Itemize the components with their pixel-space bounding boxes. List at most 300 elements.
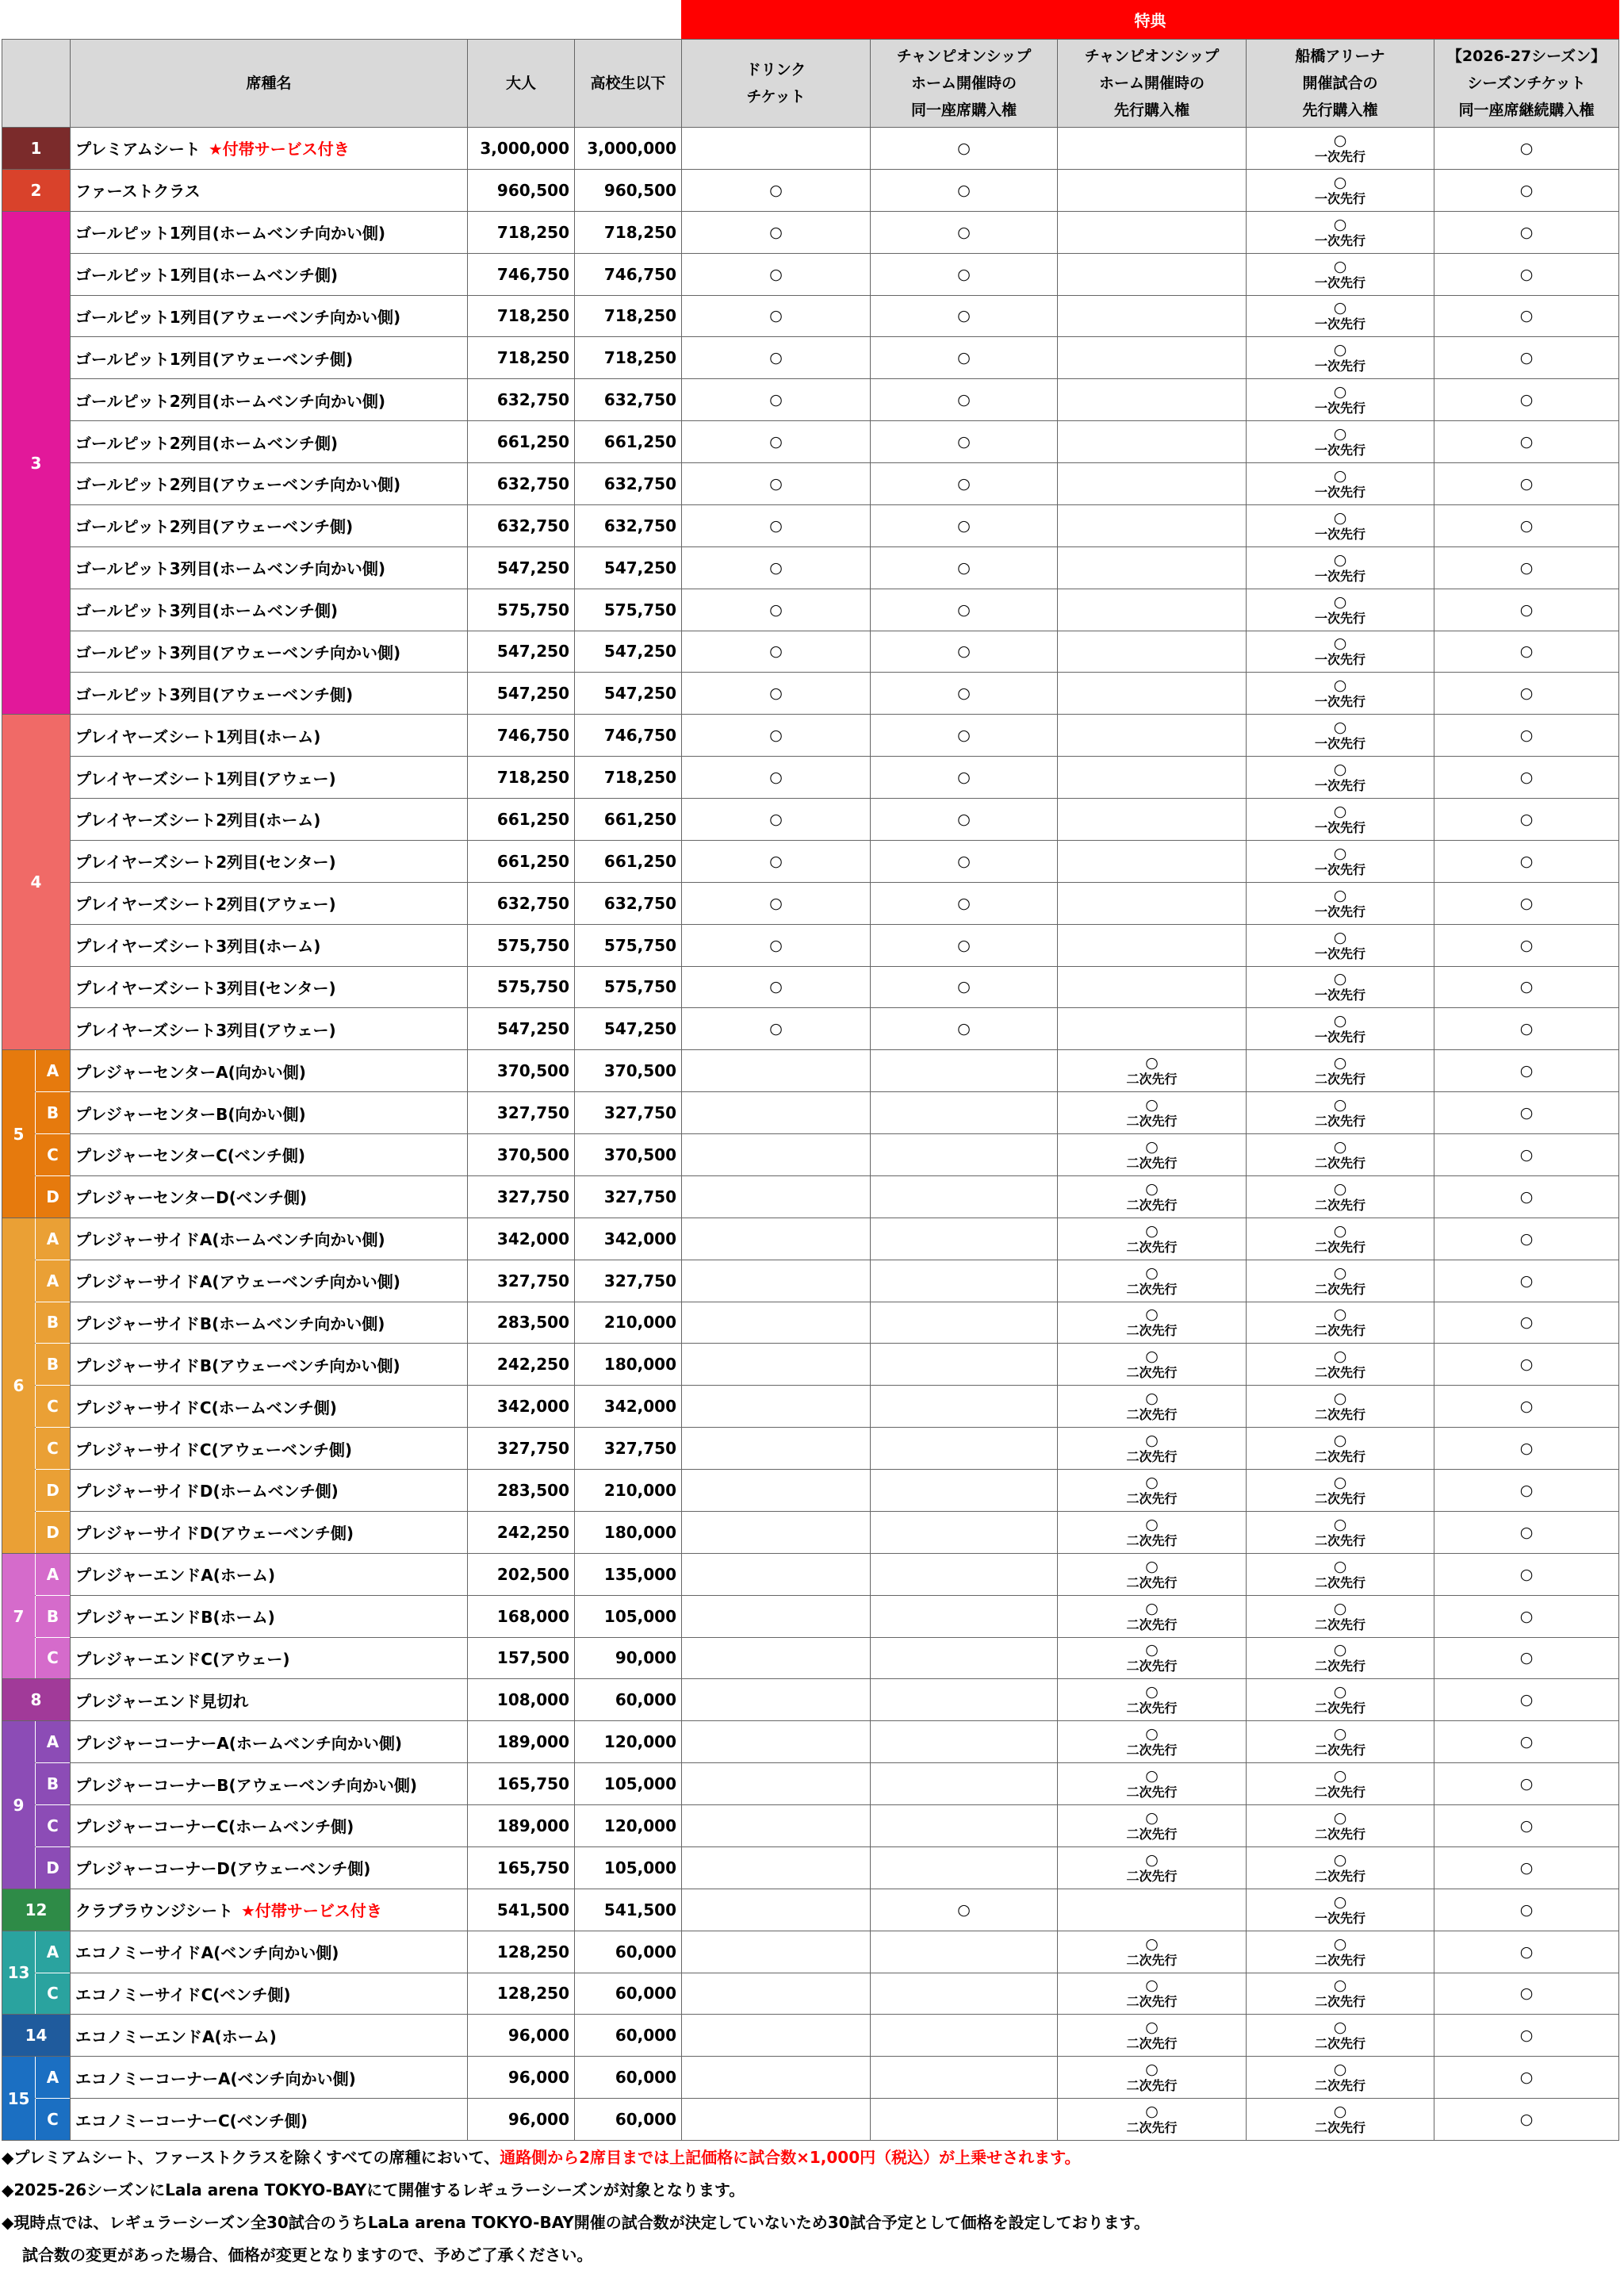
next-season-renewal-cell bbox=[1434, 1470, 1618, 1511]
funabashi-advance-cell bbox=[1247, 1512, 1434, 1553]
priority-note: 二次先行 bbox=[1314, 1659, 1365, 1674]
seat-name: プレイヤーズシート3列目(センター) bbox=[75, 978, 336, 998]
championship-advance-cell bbox=[1058, 925, 1246, 966]
championship-same-seat-cell bbox=[871, 254, 1057, 295]
circle-mark: ○ bbox=[1145, 1935, 1159, 1953]
circle-mark: ○ bbox=[1145, 1221, 1159, 1240]
price-youth: 718,250 bbox=[575, 212, 681, 253]
next-season-renewal-cell bbox=[1434, 337, 1618, 378]
drink-ticket-cell bbox=[682, 673, 870, 714]
championship-same-seat-cell bbox=[871, 2099, 1057, 2140]
championship-advance-cell bbox=[1058, 337, 1246, 378]
funabashi-advance-cell bbox=[1247, 1218, 1434, 1260]
circle-mark: ○ bbox=[1333, 1935, 1347, 1953]
priority-note: 二次先行 bbox=[1126, 1616, 1178, 1632]
championship-same-seat-cell bbox=[871, 1344, 1057, 1385]
circle-mark: ○ bbox=[769, 642, 783, 661]
circle-mark: ○ bbox=[1333, 341, 1347, 359]
championship-same-seat-cell bbox=[871, 1763, 1057, 1804]
price-youth: 60,000 bbox=[575, 2099, 681, 2140]
seat-name: ゴールピット1列目(アウェーベンチ向かい側) bbox=[75, 307, 401, 327]
priority-note: 一次先行 bbox=[1314, 652, 1365, 668]
circle-mark: ○ bbox=[1333, 719, 1347, 737]
priority-note: 二次先行 bbox=[1314, 2036, 1365, 2052]
circle-mark: ○ bbox=[769, 894, 783, 912]
footnote-highlight: 通路側から2席目までは上記価格に試合数×1,000円（税込）が上乗せされます。 bbox=[500, 2148, 1081, 2167]
funabashi-advance-cell bbox=[1247, 463, 1434, 504]
drink-ticket-cell bbox=[682, 547, 870, 589]
seat-letter: A bbox=[36, 1050, 70, 1091]
championship-same-seat-cell bbox=[871, 1386, 1057, 1427]
drink-ticket-cell bbox=[682, 254, 870, 295]
championship-advance-cell bbox=[1058, 1428, 1246, 1469]
circle-mark: ○ bbox=[769, 852, 783, 870]
seat-name-cell bbox=[71, 128, 467, 169]
price-adult: 242,250 bbox=[468, 1344, 574, 1385]
price-adult: 96,000 bbox=[468, 2015, 574, 2056]
price-youth: 370,500 bbox=[575, 1134, 681, 1175]
seat-name-cell bbox=[71, 1092, 467, 1133]
price-adult: 168,000 bbox=[468, 1596, 574, 1637]
championship-same-seat-cell bbox=[871, 1889, 1057, 1931]
seat-name: エコノミーコーナーC(ベンチ側) bbox=[75, 2111, 308, 2130]
priority-note: 二次先行 bbox=[1314, 1155, 1365, 1171]
price-youth: 105,000 bbox=[575, 1596, 681, 1637]
seat-group-number: 4 bbox=[2, 715, 70, 1049]
seat-letter: C bbox=[36, 2099, 70, 2140]
seat-letter: C bbox=[36, 1386, 70, 1427]
price-youth: 60,000 bbox=[575, 1931, 681, 1973]
championship-advance-cell bbox=[1058, 421, 1246, 462]
championship-same-seat-cell bbox=[871, 1805, 1057, 1846]
circle-mark: ○ bbox=[1519, 265, 1534, 283]
price-youth: 120,000 bbox=[575, 1805, 681, 1846]
drink-ticket-cell bbox=[682, 1218, 870, 1260]
price-youth: 327,750 bbox=[575, 1176, 681, 1218]
circle-mark: ○ bbox=[1333, 257, 1347, 275]
circle-mark: ○ bbox=[1333, 466, 1347, 485]
priority-note: 二次先行 bbox=[1126, 1785, 1178, 1800]
circle-mark: ○ bbox=[1145, 1557, 1159, 1575]
seat-name: ゴールピット1列目(ホームベンチ向かい側) bbox=[75, 224, 385, 244]
funabashi-advance-cell bbox=[1247, 967, 1434, 1008]
championship-advance-cell bbox=[1058, 1721, 1246, 1762]
championship-same-seat-cell bbox=[871, 1428, 1057, 1469]
price-youth: 180,000 bbox=[575, 1512, 681, 1553]
seat-name: プレジャーセンターB(向かい側) bbox=[75, 1104, 306, 1124]
priority-note: 二次先行 bbox=[1314, 1616, 1365, 1632]
footnote-text: ◆プレミアムシート、ファーストクラスを除くすべての席種において、 bbox=[2, 2148, 500, 2167]
funabashi-advance-cell bbox=[1247, 1931, 1434, 1973]
funabashi-advance-cell bbox=[1247, 212, 1434, 253]
drink-ticket-cell bbox=[682, 1721, 870, 1762]
funabashi-advance-cell bbox=[1247, 1470, 1434, 1511]
header-number bbox=[2, 40, 70, 127]
seat-name: プレジャーサイドD(アウェーベンチ側) bbox=[75, 1524, 354, 1543]
seat-name: エコノミーエンドA(ホーム) bbox=[75, 2027, 277, 2046]
circle-mark: ○ bbox=[957, 307, 971, 325]
priority-note: 一次先行 bbox=[1314, 316, 1365, 332]
drink-ticket-cell bbox=[682, 1554, 870, 1595]
drink-ticket-cell bbox=[682, 170, 870, 211]
funabashi-advance-cell bbox=[1247, 1176, 1434, 1218]
price-youth: 661,250 bbox=[575, 841, 681, 882]
header-adult: 大人 bbox=[468, 40, 574, 127]
price-adult: 165,750 bbox=[468, 1763, 574, 1804]
circle-mark: ○ bbox=[769, 727, 783, 745]
circle-mark: ○ bbox=[769, 978, 783, 996]
seat-name: プレジャーエンドB(ホーム) bbox=[75, 1608, 275, 1628]
circle-mark: ○ bbox=[1519, 2027, 1534, 2045]
price-youth: 342,000 bbox=[575, 1386, 681, 1427]
circle-mark: ○ bbox=[769, 433, 783, 451]
circle-mark: ○ bbox=[769, 391, 783, 409]
seat-letter: C bbox=[36, 1638, 70, 1679]
circle-mark: ○ bbox=[1145, 2019, 1159, 2037]
funabashi-advance-cell bbox=[1247, 1302, 1434, 1344]
circle-mark: ○ bbox=[1333, 1348, 1347, 1366]
drink-ticket-cell bbox=[682, 1428, 870, 1469]
price-youth: 105,000 bbox=[575, 1763, 681, 1804]
circle-mark: ○ bbox=[1333, 886, 1347, 904]
championship-same-seat-cell bbox=[871, 1218, 1057, 1260]
circle-mark: ○ bbox=[1333, 592, 1347, 611]
drink-ticket-cell bbox=[682, 1805, 870, 1846]
funabashi-advance-cell bbox=[1247, 673, 1434, 714]
circle-mark: ○ bbox=[1519, 642, 1534, 661]
priority-note: 一次先行 bbox=[1314, 861, 1365, 877]
seat-letter: D bbox=[36, 1176, 70, 1218]
circle-mark: ○ bbox=[1333, 131, 1347, 149]
drink-ticket-cell bbox=[682, 1260, 870, 1302]
seat-group-number: 6 bbox=[2, 1218, 35, 1553]
seat-name-cell bbox=[71, 715, 467, 756]
priority-note: 二次先行 bbox=[1126, 1114, 1178, 1129]
seat-name: プレジャーコーナーD(アウェーベンチ側) bbox=[75, 1859, 371, 1879]
championship-same-seat-cell bbox=[871, 1008, 1057, 1049]
circle-mark: ○ bbox=[957, 769, 971, 787]
price-adult: 632,750 bbox=[468, 463, 574, 504]
drink-ticket-cell bbox=[682, 631, 870, 673]
funabashi-advance-cell bbox=[1247, 1805, 1434, 1846]
price-youth: 60,000 bbox=[575, 1973, 681, 2015]
drink-ticket-cell bbox=[682, 379, 870, 420]
seat-name-cell bbox=[71, 1554, 467, 1595]
priority-note: 一次先行 bbox=[1314, 401, 1365, 416]
championship-advance-cell bbox=[1058, 2057, 1246, 2098]
circle-mark: ○ bbox=[1145, 2103, 1159, 2121]
circle-mark: ○ bbox=[1519, 474, 1534, 493]
seat-name-cell bbox=[71, 1050, 467, 1091]
priority-note: 二次先行 bbox=[1314, 1072, 1365, 1087]
circle-mark: ○ bbox=[957, 181, 971, 199]
circle-mark: ○ bbox=[1519, 1900, 1534, 1919]
price-youth: 661,250 bbox=[575, 799, 681, 840]
seat-name-cell bbox=[71, 337, 467, 378]
circle-mark: ○ bbox=[1519, 516, 1534, 535]
circle-mark: ○ bbox=[1519, 1398, 1534, 1416]
seat-name-cell bbox=[71, 1302, 467, 1344]
priority-note: 二次先行 bbox=[1126, 2120, 1178, 2136]
championship-advance-cell bbox=[1058, 967, 1246, 1008]
seat-group-number: 15 bbox=[2, 2057, 35, 2140]
circle-mark: ○ bbox=[1333, 1808, 1347, 1827]
seat-name: ゴールピット3列目(ホームベンチ向かい側) bbox=[75, 559, 385, 579]
drink-ticket-cell bbox=[682, 967, 870, 1008]
seat-name: エコノミーサイドC(ベンチ側) bbox=[75, 1984, 291, 2004]
championship-same-seat-cell bbox=[871, 421, 1057, 462]
seat-group-number: 9 bbox=[2, 1721, 35, 1889]
next-season-renewal-cell bbox=[1434, 1512, 1618, 1553]
circle-mark: ○ bbox=[1519, 852, 1534, 870]
price-youth: 90,000 bbox=[575, 1638, 681, 1679]
priority-note: 二次先行 bbox=[1314, 1323, 1365, 1339]
seat-name-cell bbox=[71, 1134, 467, 1175]
price-youth: 541,500 bbox=[575, 1889, 681, 1931]
seat-name-cell bbox=[71, 379, 467, 420]
circle-mark: ○ bbox=[1519, 1062, 1534, 1080]
championship-advance-cell bbox=[1058, 1679, 1246, 1720]
circle-mark: ○ bbox=[1145, 1767, 1159, 1785]
championship-advance-cell bbox=[1058, 715, 1246, 756]
funabashi-advance-cell bbox=[1247, 128, 1434, 169]
circle-mark: ○ bbox=[1333, 1683, 1347, 1701]
circle-mark: ○ bbox=[1145, 1348, 1159, 1366]
circle-mark: ○ bbox=[957, 223, 971, 241]
price-youth: 60,000 bbox=[575, 1679, 681, 1720]
funabashi-advance-cell bbox=[1247, 1008, 1434, 1049]
circle-mark: ○ bbox=[957, 391, 971, 409]
next-season-renewal-cell bbox=[1434, 589, 1618, 631]
price-adult: 718,250 bbox=[468, 337, 574, 378]
priority-note: 二次先行 bbox=[1126, 2036, 1178, 2052]
circle-mark: ○ bbox=[1333, 1767, 1347, 1785]
championship-advance-cell bbox=[1058, 1302, 1246, 1344]
circle-mark: ○ bbox=[1333, 2061, 1347, 2079]
championship-same-seat-cell bbox=[871, 1134, 1057, 1175]
seat-letter: A bbox=[36, 1218, 70, 1260]
seat-name: ゴールピット3列目(アウェーベンチ向かい側) bbox=[75, 642, 401, 662]
seat-name-cell bbox=[71, 1596, 467, 1637]
circle-mark: ○ bbox=[1519, 1942, 1534, 1961]
circle-mark: ○ bbox=[1519, 1313, 1534, 1332]
circle-mark: ○ bbox=[1333, 1599, 1347, 1617]
price-youth: 746,750 bbox=[575, 254, 681, 295]
circle-mark: ○ bbox=[1519, 2111, 1534, 2129]
price-youth: 370,500 bbox=[575, 1050, 681, 1091]
championship-same-seat-cell bbox=[871, 379, 1057, 420]
seat-name-cell bbox=[71, 1470, 467, 1511]
circle-mark: ○ bbox=[1145, 1179, 1159, 1198]
funabashi-advance-cell bbox=[1247, 1763, 1434, 1804]
next-season-renewal-cell bbox=[1434, 1973, 1618, 2015]
seat-letter: D bbox=[36, 1512, 70, 1553]
drink-ticket-cell bbox=[682, 2015, 870, 2056]
next-season-renewal-cell bbox=[1434, 212, 1618, 253]
circle-mark: ○ bbox=[957, 433, 971, 451]
championship-advance-cell bbox=[1058, 1092, 1246, 1133]
drink-ticket-cell bbox=[682, 1134, 870, 1175]
seat-name: プレジャーサイドC(ホームベンチ側) bbox=[75, 1398, 337, 1417]
price-youth: 3,000,000 bbox=[575, 128, 681, 169]
circle-mark: ○ bbox=[1519, 978, 1534, 996]
funabashi-advance-cell bbox=[1247, 1260, 1434, 1302]
championship-advance-cell bbox=[1058, 505, 1246, 546]
priority-note: 一次先行 bbox=[1314, 945, 1365, 961]
price-adult: 128,250 bbox=[468, 1973, 574, 2015]
circle-mark: ○ bbox=[1333, 550, 1347, 569]
priority-note: 二次先行 bbox=[1126, 1155, 1178, 1171]
circle-mark: ○ bbox=[1333, 1892, 1347, 1911]
drink-ticket-cell bbox=[682, 1008, 870, 1049]
priority-note: 二次先行 bbox=[1314, 1994, 1365, 2010]
priority-note: 一次先行 bbox=[1314, 568, 1365, 584]
price-youth: 632,750 bbox=[575, 463, 681, 504]
championship-advance-cell bbox=[1058, 883, 1246, 924]
price-youth: 547,250 bbox=[575, 673, 681, 714]
championship-same-seat-cell bbox=[871, 883, 1057, 924]
price-youth: 342,000 bbox=[575, 1218, 681, 1260]
championship-same-seat-cell bbox=[871, 212, 1057, 253]
championship-advance-cell bbox=[1058, 1512, 1246, 1553]
priority-note: 二次先行 bbox=[1314, 1365, 1365, 1381]
next-season-renewal-cell bbox=[1434, 967, 1618, 1008]
drink-ticket-cell bbox=[682, 589, 870, 631]
circle-mark: ○ bbox=[1519, 1816, 1534, 1835]
championship-advance-cell bbox=[1058, 1805, 1246, 1846]
funabashi-advance-cell bbox=[1247, 296, 1434, 337]
price-youth: 718,250 bbox=[575, 337, 681, 378]
funabashi-advance-cell bbox=[1247, 170, 1434, 211]
circle-mark: ○ bbox=[769, 474, 783, 493]
seat-name-cell bbox=[71, 1973, 467, 2015]
next-season-renewal-cell bbox=[1434, 128, 1618, 169]
championship-advance-cell bbox=[1058, 1176, 1246, 1218]
championship-advance-cell bbox=[1058, 1470, 1246, 1511]
priority-note: 一次先行 bbox=[1314, 359, 1365, 374]
next-season-renewal-cell bbox=[1434, 1092, 1618, 1133]
circle-mark: ○ bbox=[1333, 1096, 1347, 1114]
championship-same-seat-cell bbox=[871, 463, 1057, 504]
drink-ticket-cell bbox=[682, 715, 870, 756]
circle-mark: ○ bbox=[1519, 1523, 1534, 1541]
next-season-renewal-cell bbox=[1434, 2099, 1618, 2140]
price-adult: 960,500 bbox=[468, 170, 574, 211]
price-youth: 718,250 bbox=[575, 296, 681, 337]
priority-note: 二次先行 bbox=[1314, 1490, 1365, 1506]
seat-letter: A bbox=[36, 1260, 70, 1302]
seat-name-cell bbox=[71, 1512, 467, 1553]
funabashi-advance-cell bbox=[1247, 1973, 1434, 2015]
price-youth: 327,750 bbox=[575, 1428, 681, 1469]
next-season-renewal-cell bbox=[1434, 1344, 1618, 1385]
price-youth: 135,000 bbox=[575, 1554, 681, 1595]
priority-note: 二次先行 bbox=[1126, 1659, 1178, 1674]
seat-name-cell bbox=[71, 1008, 467, 1049]
circle-mark: ○ bbox=[1333, 1054, 1347, 1072]
price-youth: 327,750 bbox=[575, 1260, 681, 1302]
priority-note: 一次先行 bbox=[1314, 694, 1365, 710]
funabashi-advance-cell bbox=[1247, 925, 1434, 966]
circle-mark: ○ bbox=[1145, 1515, 1159, 1533]
footnote bbox=[2, 2174, 1619, 2207]
price-adult: 547,250 bbox=[468, 631, 574, 673]
circle-mark: ○ bbox=[1333, 1557, 1347, 1575]
circle-mark: ○ bbox=[1519, 1020, 1534, 1038]
championship-advance-cell bbox=[1058, 463, 1246, 504]
championship-advance-cell bbox=[1058, 799, 1246, 840]
next-season-renewal-cell bbox=[1434, 631, 1618, 673]
seat-name: ゴールピット2列目(ホームベンチ向かい側) bbox=[75, 391, 385, 411]
drink-ticket-cell bbox=[682, 1386, 870, 1427]
priority-note: 二次先行 bbox=[1126, 1239, 1178, 1255]
seat-name-cell bbox=[71, 463, 467, 504]
drink-ticket-cell bbox=[682, 1092, 870, 1133]
circle-mark: ○ bbox=[769, 349, 783, 367]
drink-ticket-cell bbox=[682, 757, 870, 798]
seat-name: プレイヤーズシート3列目(アウェー) bbox=[75, 1020, 336, 1040]
championship-advance-cell bbox=[1058, 589, 1246, 631]
price-adult: 189,000 bbox=[468, 1805, 574, 1846]
price-adult: 242,250 bbox=[468, 1512, 574, 1553]
price-adult: 575,750 bbox=[468, 589, 574, 631]
price-adult: 547,250 bbox=[468, 1008, 574, 1049]
championship-same-seat-cell bbox=[871, 1302, 1057, 1344]
championship-advance-cell bbox=[1058, 1889, 1246, 1931]
next-season-renewal-cell bbox=[1434, 547, 1618, 589]
funabashi-advance-cell bbox=[1247, 1638, 1434, 1679]
priority-note: 二次先行 bbox=[1126, 1952, 1178, 1968]
seat-name: プレイヤーズシート1列目(アウェー) bbox=[75, 769, 336, 788]
championship-same-seat-cell bbox=[871, 1721, 1057, 1762]
championship-same-seat-cell bbox=[871, 505, 1057, 546]
price-adult: 718,250 bbox=[468, 296, 574, 337]
next-season-renewal-cell bbox=[1434, 1805, 1618, 1846]
priority-note: 一次先行 bbox=[1314, 778, 1365, 794]
circle-mark: ○ bbox=[1519, 1691, 1534, 1709]
circle-mark: ○ bbox=[1519, 181, 1534, 199]
circle-mark: ○ bbox=[1519, 1858, 1534, 1877]
championship-same-seat-cell bbox=[871, 1847, 1057, 1889]
championship-advance-cell bbox=[1058, 2015, 1246, 2056]
header-championship-same-seat: チャンピオンシップ ホーム開催時の 同一座席購入権 bbox=[871, 40, 1057, 127]
priority-note: 一次先行 bbox=[1314, 526, 1365, 542]
price-adult: 3,000,000 bbox=[468, 128, 574, 169]
seat-name-cell bbox=[71, 883, 467, 924]
funabashi-advance-cell bbox=[1247, 1050, 1434, 1091]
circle-mark: ○ bbox=[1519, 810, 1534, 828]
price-youth: 746,750 bbox=[575, 715, 681, 756]
drink-ticket-cell bbox=[682, 2099, 870, 2140]
circle-mark: ○ bbox=[1519, 727, 1534, 745]
circle-mark: ○ bbox=[1333, 1725, 1347, 1743]
priority-note: 一次先行 bbox=[1314, 274, 1365, 290]
benefits-header: 特典 bbox=[681, 0, 1619, 39]
circle-mark: ○ bbox=[957, 516, 971, 535]
circle-mark: ○ bbox=[957, 810, 971, 828]
footnote-text: 試合数の変更があった場合、価格が変更となりますので、予めご了承ください。 bbox=[22, 2245, 593, 2264]
priority-note: 二次先行 bbox=[1314, 1743, 1365, 1758]
seat-name: プレジャーエンド見切れ bbox=[75, 1691, 249, 1711]
seat-name-cell bbox=[71, 170, 467, 211]
circle-mark: ○ bbox=[1145, 1725, 1159, 1743]
circle-mark: ○ bbox=[1519, 1649, 1534, 1667]
circle-mark: ○ bbox=[1519, 307, 1534, 325]
drink-ticket-cell bbox=[682, 421, 870, 462]
price-adult: 746,750 bbox=[468, 254, 574, 295]
drink-ticket-cell bbox=[682, 841, 870, 882]
circle-mark: ○ bbox=[1519, 1187, 1534, 1206]
